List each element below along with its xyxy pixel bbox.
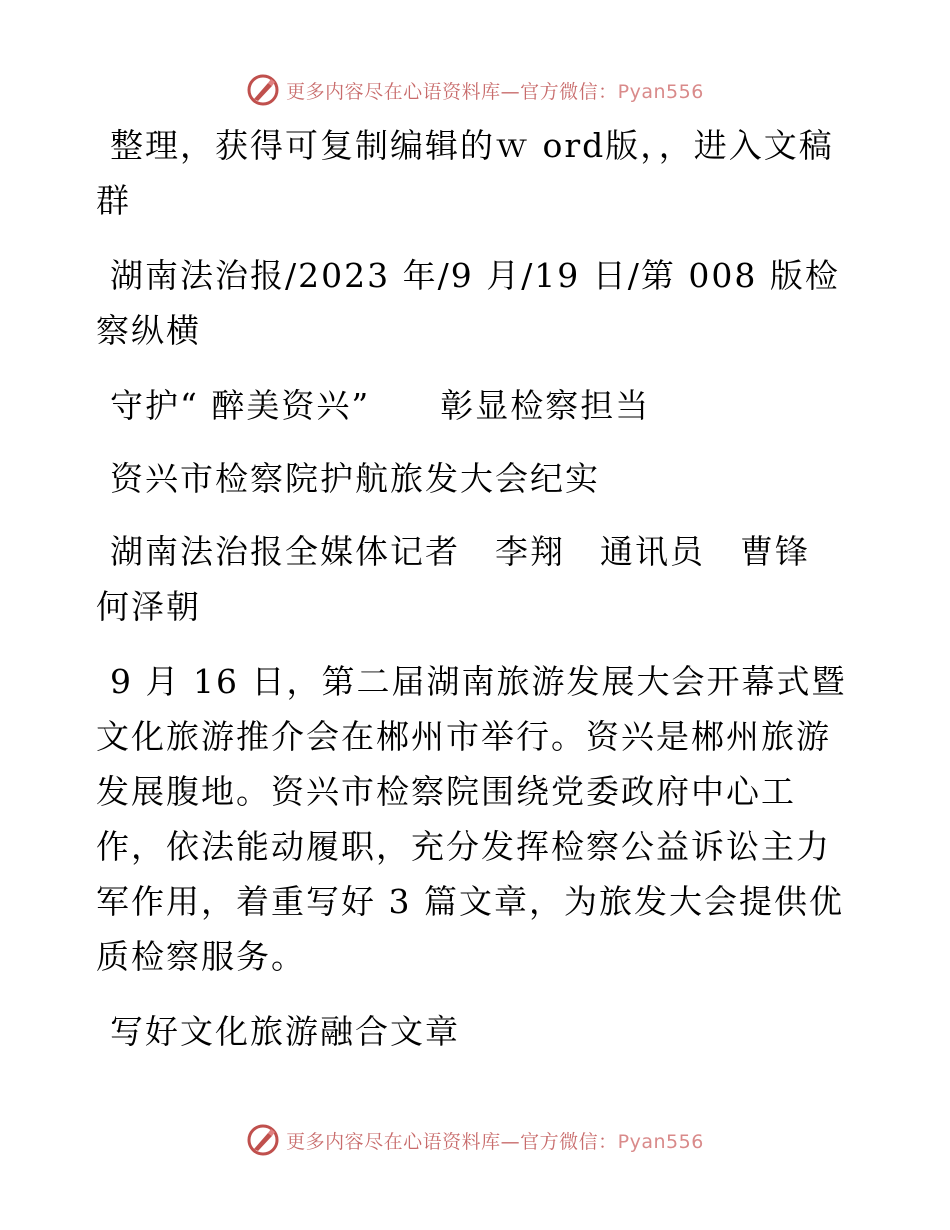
pen-seal-logo-icon <box>246 73 280 107</box>
watermark-wechat-id: Pyan556 <box>617 80 704 103</box>
watermark-wechat-id: Pyan556 <box>617 1130 704 1153</box>
pen-seal-logo-icon <box>246 1123 280 1157</box>
paragraph-byline: 湖南法治报全媒体记者 李翔 通讯员 曹锋 何泽朝 <box>96 532 845 626</box>
header-watermark-banner <box>0 70 950 110</box>
watermark-text-cn: 更多内容尽在心语资料库—官方微信： <box>286 1130 618 1153</box>
paragraph-body: 9 月 16 日，第二届湖南旅游发展大会开幕式暨文化旅游推介会在郴州市举行。资兴是郴州旅游发展腹地。资兴市检察院围绕党委政府中心工作，依法能动履职，充分发挥检察公益诉讼主力军作用，着重写好 3 篇文章，为旅发大会提供优质检察服务。 <box>96 662 847 976</box>
watermark-text <box>286 77 704 104</box>
paragraph-headline: 守护“ 醉美资兴” 彰显检察担当 <box>110 386 651 425</box>
document-body <box>96 118 856 1079</box>
watermark-text-cn: 更多内容尽在心语资料库—官方微信： <box>286 80 618 103</box>
paragraph-intro: 整理，获得可复制编辑的ｗ ord版，，进入文稿群 <box>96 126 834 220</box>
paragraph-section-heading: 写好文化旅游融合文章 <box>110 1012 460 1051</box>
paragraph-source: 湖南法治报/2023 年/9 月/19 日/第 008 版检察纵横 <box>96 256 840 350</box>
paragraph-subheadline: 资兴市检察院护航旅发大会纪实 <box>110 459 600 498</box>
footer-watermark-banner <box>0 1120 950 1160</box>
watermark-text <box>286 1127 704 1154</box>
